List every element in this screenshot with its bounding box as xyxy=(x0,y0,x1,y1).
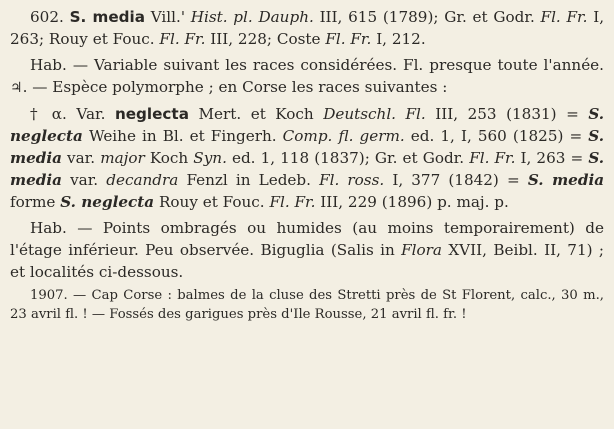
synonym-name: S. neglecta xyxy=(10,105,605,145)
synonym-author: Rouy et Fouc. xyxy=(158,193,265,211)
collection-record xyxy=(10,286,604,324)
work-title: Deutschl. Fl. xyxy=(323,105,426,123)
work-title: Hist. pl. Dauph. xyxy=(190,8,314,26)
habitat-text: XVII, Beibl. II, 71) ; et localités ci-dessous. xyxy=(10,241,605,281)
work-title: Fl. Fr. xyxy=(469,149,516,167)
var-word: var. xyxy=(70,171,99,189)
citation: ed. 1, I, 560 (1825) = xyxy=(410,127,583,145)
citation: III, 229 (1896) p. maj. p. xyxy=(320,193,509,211)
citation: III, 615 (1789); Gr. et Godr. xyxy=(319,8,535,26)
citation: I, 263; Rouy et Fouc. xyxy=(10,8,605,48)
synonym-author: Weihe in Bl. et Fingerh. xyxy=(88,127,277,145)
synonym-author: Koch xyxy=(149,149,189,167)
synonym-name: S. media xyxy=(527,171,605,189)
work-title-fl-fr: Fl. Fr. xyxy=(540,8,588,26)
variety-entry xyxy=(10,103,604,213)
synonym-author: Fenzl in Ledeb. xyxy=(186,171,311,189)
species-name: S. media xyxy=(69,8,145,26)
entry-number: 602. xyxy=(30,8,64,26)
work-title: Fl. ross. xyxy=(319,171,385,189)
variety-name: neglecta xyxy=(114,105,189,123)
synonym-variety: decandra xyxy=(106,171,179,189)
citation: I, 212. xyxy=(376,30,426,48)
habitat-paragraph xyxy=(10,54,604,99)
work-title-flora: Flora xyxy=(401,241,442,259)
work-title: Fl. Fr. xyxy=(269,193,316,211)
work-title-fl-fr: Fl. Fr. xyxy=(159,30,206,48)
perennial-symbol: ♃ xyxy=(10,80,23,96)
equals-sign: = xyxy=(506,171,520,189)
habitat-text: . — Espèce polymorphe ; en Corse les races suivantes : xyxy=(22,78,448,96)
work-title: Syn. xyxy=(193,149,227,167)
synonym-name: S. neglecta xyxy=(60,193,155,211)
work-title-fl-fr: Fl. Fr. xyxy=(325,30,372,48)
species-entry xyxy=(10,6,604,50)
forme-word: forme xyxy=(10,193,56,211)
species-author: Vill. xyxy=(150,8,181,26)
citation: I, 263 = xyxy=(520,149,584,167)
citation: I, 377 (1842) xyxy=(392,171,499,189)
citation: III, 253 (1831) = xyxy=(435,105,579,123)
ref-prefix: ' xyxy=(180,8,191,26)
citation: III, 228; Coste xyxy=(210,30,321,48)
variety-label: Var. xyxy=(76,105,106,123)
habitat-text: Hab. — Variable suivant les races considérées. Fl. presque toute l'année. xyxy=(30,56,604,74)
synonym-name: S. media xyxy=(10,127,605,167)
citation: ed. 1, 118 (1837); Gr. et Godr. xyxy=(231,149,465,167)
synonym-name: S. media xyxy=(10,149,605,189)
habitat-text: Hab. — Points ombragés ou humides (au moins temporairement) de l'étage inférieur. Peu observée. Biguglia (Salis in xyxy=(10,219,604,259)
synonym-variety: major xyxy=(100,149,145,167)
var-word: var. xyxy=(67,149,96,167)
habitat-paragraph xyxy=(10,217,604,283)
collection-text: 1907. — Cap Corse : balmes de la cluse des Stretti près de St Florent, calc., 30 m., 23 avril fl. ! — Fossés des garigues près d'Ile Rousse, 21 avril fl. fr. ! xyxy=(10,288,604,322)
work-title: Comp. fl. germ. xyxy=(282,127,405,145)
variety-authors: Mert. et Koch xyxy=(198,105,314,123)
variety-marker: † α. xyxy=(30,105,67,123)
